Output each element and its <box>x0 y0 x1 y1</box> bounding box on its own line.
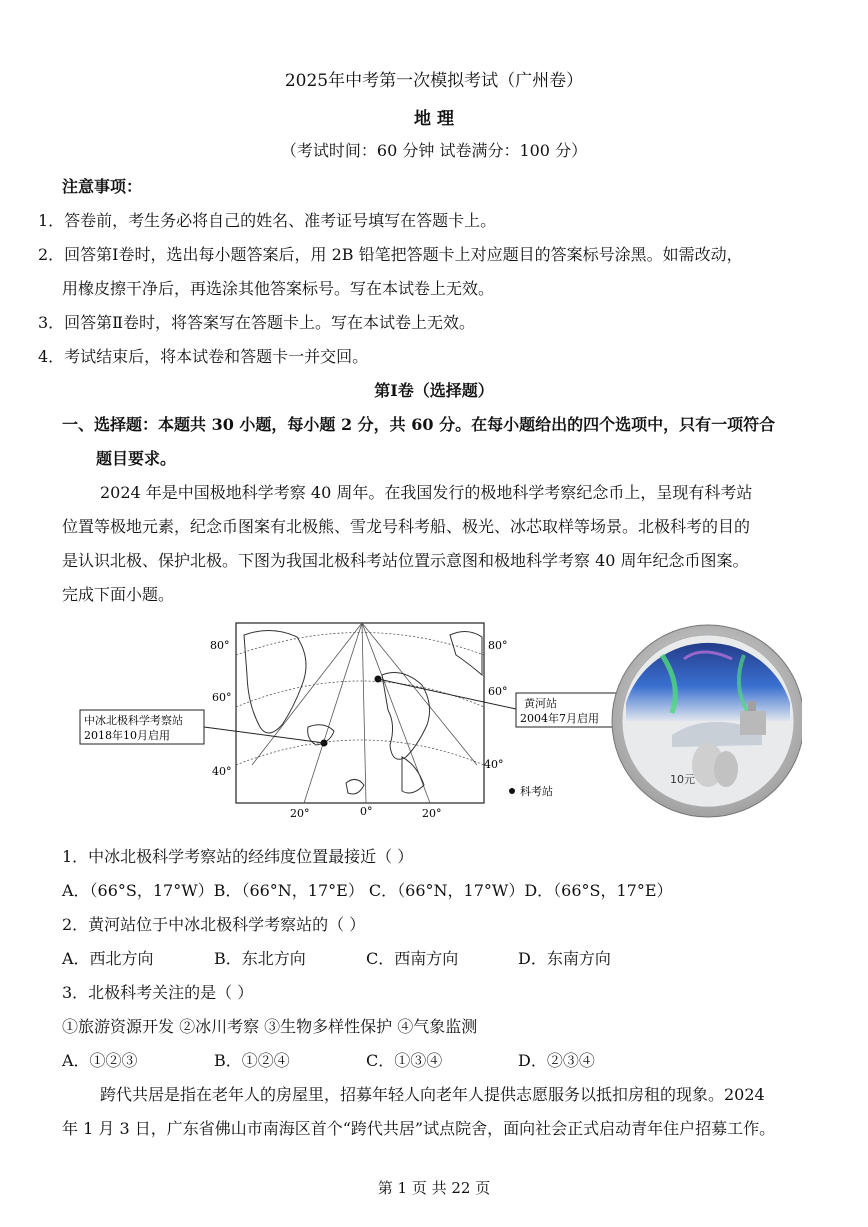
passage-line: 2024 年是中国极地科学考察 40 周年。在我国发行的极地科学考察纪念币上，呈现有科考站 <box>100 483 753 502</box>
station2-name: 黄河站 <box>524 697 557 710</box>
commemorative-coin <box>612 625 802 817</box>
option-c: C．①③④ <box>366 1051 443 1070</box>
station2-date: 2004年7月启用 <box>520 712 599 725</box>
section-instruction: 一、选择题：本题共 30 小题，每小题 2 分，共 60 分。在每小题给出的四个选项中，只有一项符合 <box>62 415 776 434</box>
passage-line: 年 1 月 3 日，广东省佛山市南海区首个“跨代共居”试点院舍，面向社会正式启动青年住户招募工作。 <box>62 1119 776 1138</box>
section-title: 第Ⅰ卷（选择题） <box>374 381 494 400</box>
question-sub-items: ①旅游资源开发 ②冰川考察 ③生物多样性保护 ④气象监测 <box>62 1017 478 1036</box>
question-stem: 1．中冰北极科学考察站的经纬度位置最接近（ ） <box>62 847 414 866</box>
notice-item: 3．回答第Ⅱ卷时，将答案写在答题卡上。写在本试卷上无效。 <box>38 313 476 332</box>
notice-item: 4．考试结束后，将本试卷和答题卡一并交回。 <box>38 347 369 366</box>
option-c: C．西南方向 <box>366 949 459 968</box>
lat-label-right: 60° <box>488 685 508 698</box>
option-b: B．①②④ <box>214 1051 290 1070</box>
passage-line: 完成下面小题。 <box>62 585 175 604</box>
page-footer: 第 1 页 共 22 页 <box>377 1179 491 1197</box>
exam-title: 2025年中考第一次模拟考试（广州卷） <box>284 71 584 91</box>
lon-label: 20° <box>422 807 442 820</box>
station1-date: 2018年10月启用 <box>84 729 170 742</box>
legend-label: 科考站 <box>520 785 553 798</box>
lon-label: 0° <box>360 805 373 818</box>
question-stem: 2．黄河站位于中冰北极科学考察站的（ ） <box>62 915 366 934</box>
exam-info: （考试时间：60 分钟 试卷满分：100 分） <box>280 141 588 160</box>
notice-item: 用橡皮擦干净后，再选涂其他答案标号。写在本试卷上无效。 <box>62 279 495 298</box>
station1-name: 中冰北极科学考察站 <box>84 714 183 727</box>
lat-label-left: 40° <box>212 765 232 778</box>
notice-heading: 注意事项： <box>62 177 143 196</box>
section-instruction: 题目要求。 <box>96 449 177 468</box>
passage-line: 是认识北极、保护北极。下图为我国北极科考站位置示意图和极地科学考察 40 周年纪念币图案。 <box>62 551 749 570</box>
lat-label-left: 60° <box>212 691 232 704</box>
question-stem: 3．北极科考关注的是（ ） <box>62 983 254 1002</box>
notice-item: 2．回答第Ⅰ卷时，选出每小题答案后，用 2B 铅笔把答题卡上对应题目的答案标号涂黑。如需改动， <box>38 245 743 264</box>
option-a: A．西北方向 <box>62 949 154 968</box>
option-d: D．②③④ <box>518 1051 595 1070</box>
option-b: B．东北方向 <box>214 949 306 968</box>
passage-line: 位置等极地元素，纪念币图案有北极熊、雪龙号科考船、极光、冰芯取样等场景。北极科考的目的 <box>62 517 751 536</box>
question-options: A．（66°S，17°W）B．（66°N，17°E） C．（66°N，17°W）D．（66°S，17°E） <box>62 881 673 900</box>
passage-line: 跨代共居是指在老年人的房屋里，招募年轻人向老年人提供志愿服务以抵扣房租的现象。2024 <box>100 1085 765 1104</box>
lon-label: 20° <box>290 807 310 820</box>
coin-value: 10元 <box>670 773 695 786</box>
lat-label-right: 40° <box>484 758 504 771</box>
map-frame <box>236 623 484 803</box>
notice-item: 1．答卷前，考生务必将自己的姓名、准考证号填写在答题卡上。 <box>38 211 497 230</box>
lat-label-right: 80° <box>488 639 508 652</box>
option-d: D．东南方向 <box>518 949 611 968</box>
lat-label-left: 80° <box>210 639 230 652</box>
subject-title: 地 理 <box>414 109 454 129</box>
option-a: A．①②③ <box>62 1051 138 1070</box>
arctic-station-figure <box>72 615 802 827</box>
legend-dot <box>509 788 515 794</box>
